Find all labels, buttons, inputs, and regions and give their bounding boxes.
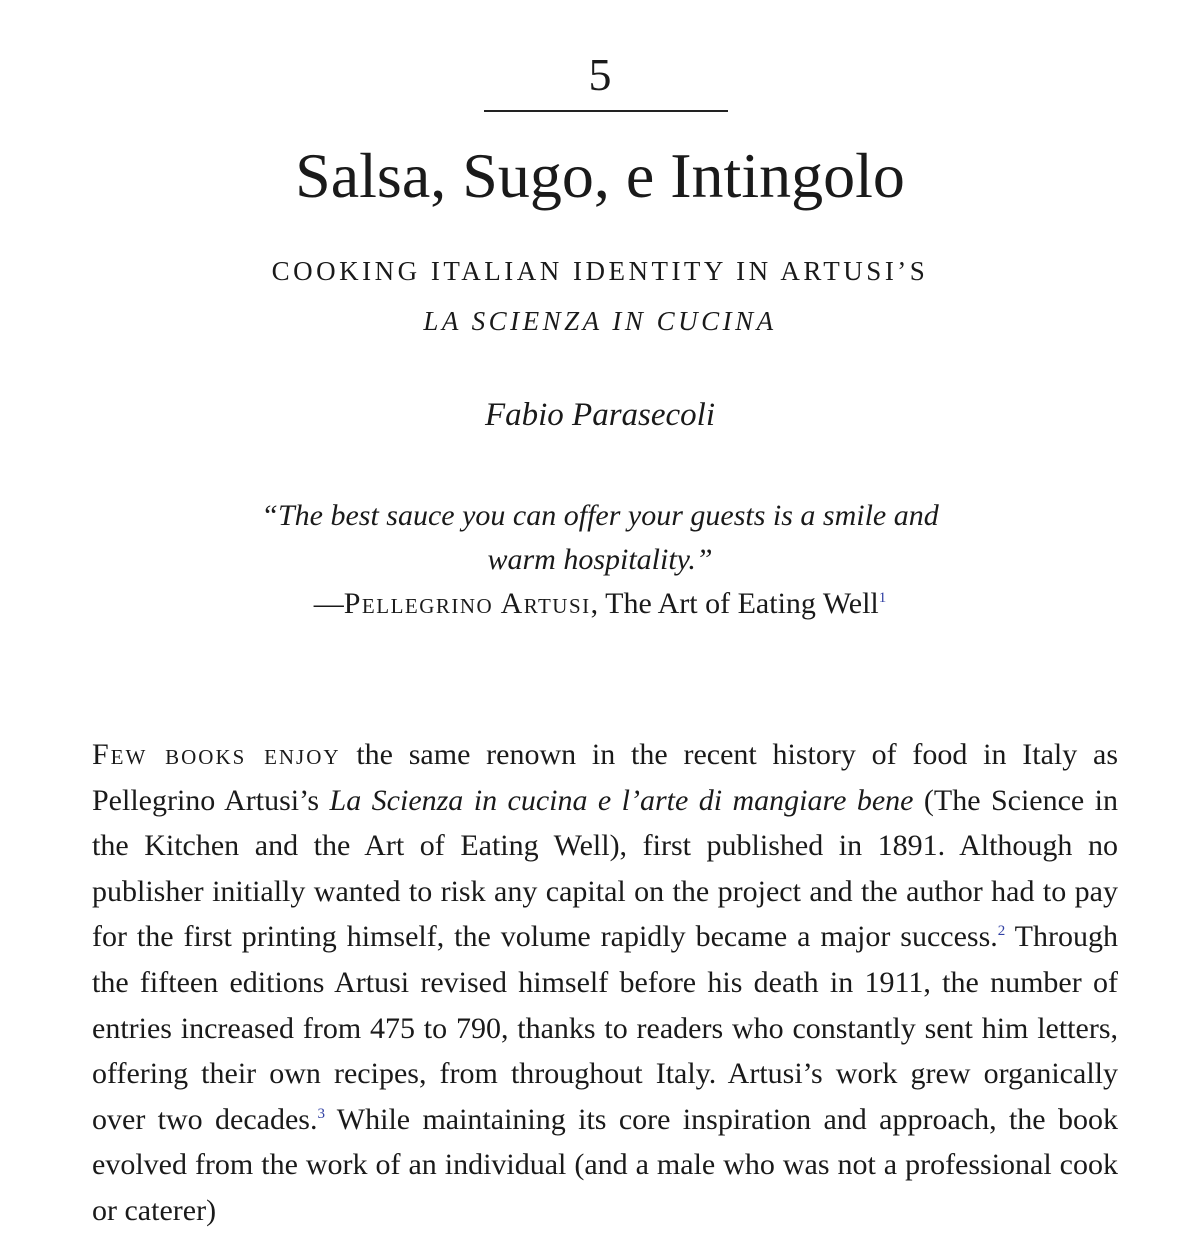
chapter-subtitle-line-1: COOKING ITALIAN IDENTITY IN ARTUSI’S (271, 256, 929, 286)
chapter-number: 5 (588, 49, 612, 100)
epigraph-quote-line-1: “The best sauce you can offer your guests is a smile and (261, 499, 939, 532)
body-segment-2: (The Science in the Kitchen and the Art of Eating Well), first published in 1891. Although no publisher initially wanted to risk any capital on the project and the author had to pay for the first printing himself, the volume rapidly became a major success. (92, 783, 1119, 954)
footnote-ref-3[interactable]: 3 (317, 1105, 325, 1122)
epigraph-attribution (200, 582, 1000, 626)
attribution-dash: — (313, 587, 344, 620)
attribution-name: Pellegrino Artusi (343, 587, 591, 620)
chapter-author: Fabio Parasecoli (484, 397, 716, 433)
body-segment-1: the same renown in the recent history of food in Italy as Pellegrino Artusi’s (92, 738, 1118, 817)
chapter-title: Salsa, Sugo, e Intingolo (295, 140, 905, 211)
book-title: La Scienza in cucina e l’arte di mangiare bene (329, 783, 914, 817)
attribution-separator: , (590, 587, 606, 620)
footnote-ref-2[interactable]: 2 (997, 923, 1006, 940)
footnote-ref-1[interactable]: 1 (878, 590, 887, 606)
chapter-rule (484, 110, 728, 112)
body-paragraph (92, 732, 1118, 1234)
epigraph-quote-line-2: warm hospitality.” (487, 543, 713, 576)
epigraph (200, 494, 1000, 626)
chapter-subtitle-line-2: LA SCIENZA IN CUCINA (423, 306, 777, 336)
attribution-work: The Art of Eating Well (605, 587, 879, 620)
lead-in: Few books enjoy (92, 738, 341, 771)
body-segment-3: Through the fifteen editions Artusi revised himself before his death in 1911, the number of entries increased from 475 to 790, thanks to readers who constantly sent him letters, offering their own recipes, from throughout Italy. Artusi’s work grew organically over two decades. (92, 920, 1118, 1136)
body-segment-4: While maintaining its core inspiration and approach, the book evolved from the work of an individual (and a male who was not a professional cook or caterer) (92, 1102, 1118, 1227)
